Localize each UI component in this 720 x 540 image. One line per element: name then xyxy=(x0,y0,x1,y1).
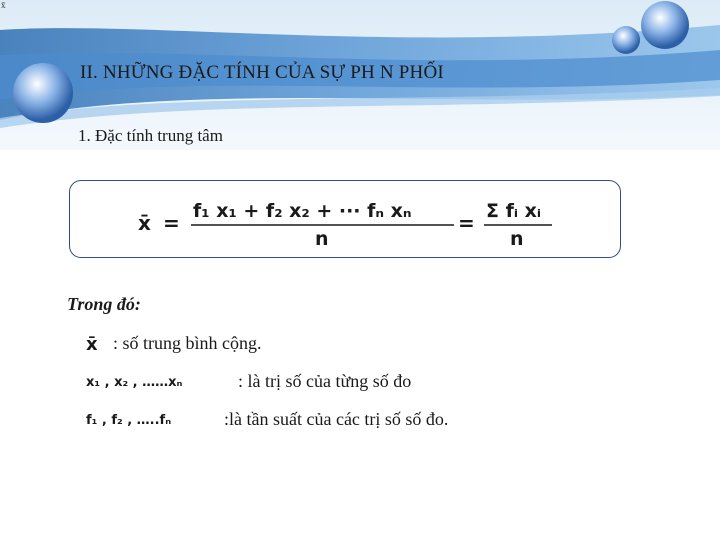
formula-numerator-2: Σ fᵢ xᵢ xyxy=(486,200,542,222)
formula-equals-2: = xyxy=(458,211,475,235)
corner-mark: x̄ xyxy=(1,0,6,10)
formula-box xyxy=(69,180,621,258)
definition-values: : là trị số của từng số đo xyxy=(238,371,412,391)
formula-denominator: n xyxy=(315,228,329,250)
svg-text:x₁ , x₂ , ……xₙ: x₁ , x₂ , ……xₙ xyxy=(86,375,183,390)
definition-mean: : số trung bình cộng. xyxy=(113,333,262,353)
svg-text:x̄: x̄ xyxy=(86,334,98,355)
formula-equals: = xyxy=(163,211,180,235)
where-label: Trong đó: xyxy=(67,294,141,314)
section-subtitle: 1. Đặc tính trung tâm xyxy=(78,126,223,145)
mean-formula xyxy=(70,181,622,259)
symbol-values xyxy=(86,369,236,393)
formula-denominator-2: n xyxy=(510,228,524,250)
definition-frequencies: :là tần suất của các trị số số đo. xyxy=(224,409,449,429)
symbol-mean xyxy=(85,331,113,355)
formula-lhs: x̄ xyxy=(138,211,151,235)
slide-title: II. NHỮNG ĐẶC TÍNH CỦA SỰ PH N PHỐI xyxy=(80,62,444,83)
symbol-frequencies xyxy=(86,407,226,431)
formula-numerator: f₁ x₁ + f₂ x₂ + ··· fₙ xₙ xyxy=(193,200,412,222)
svg-text:f₁ , f₂ , …..fₙ: f₁ , f₂ , …..fₙ xyxy=(86,413,172,428)
